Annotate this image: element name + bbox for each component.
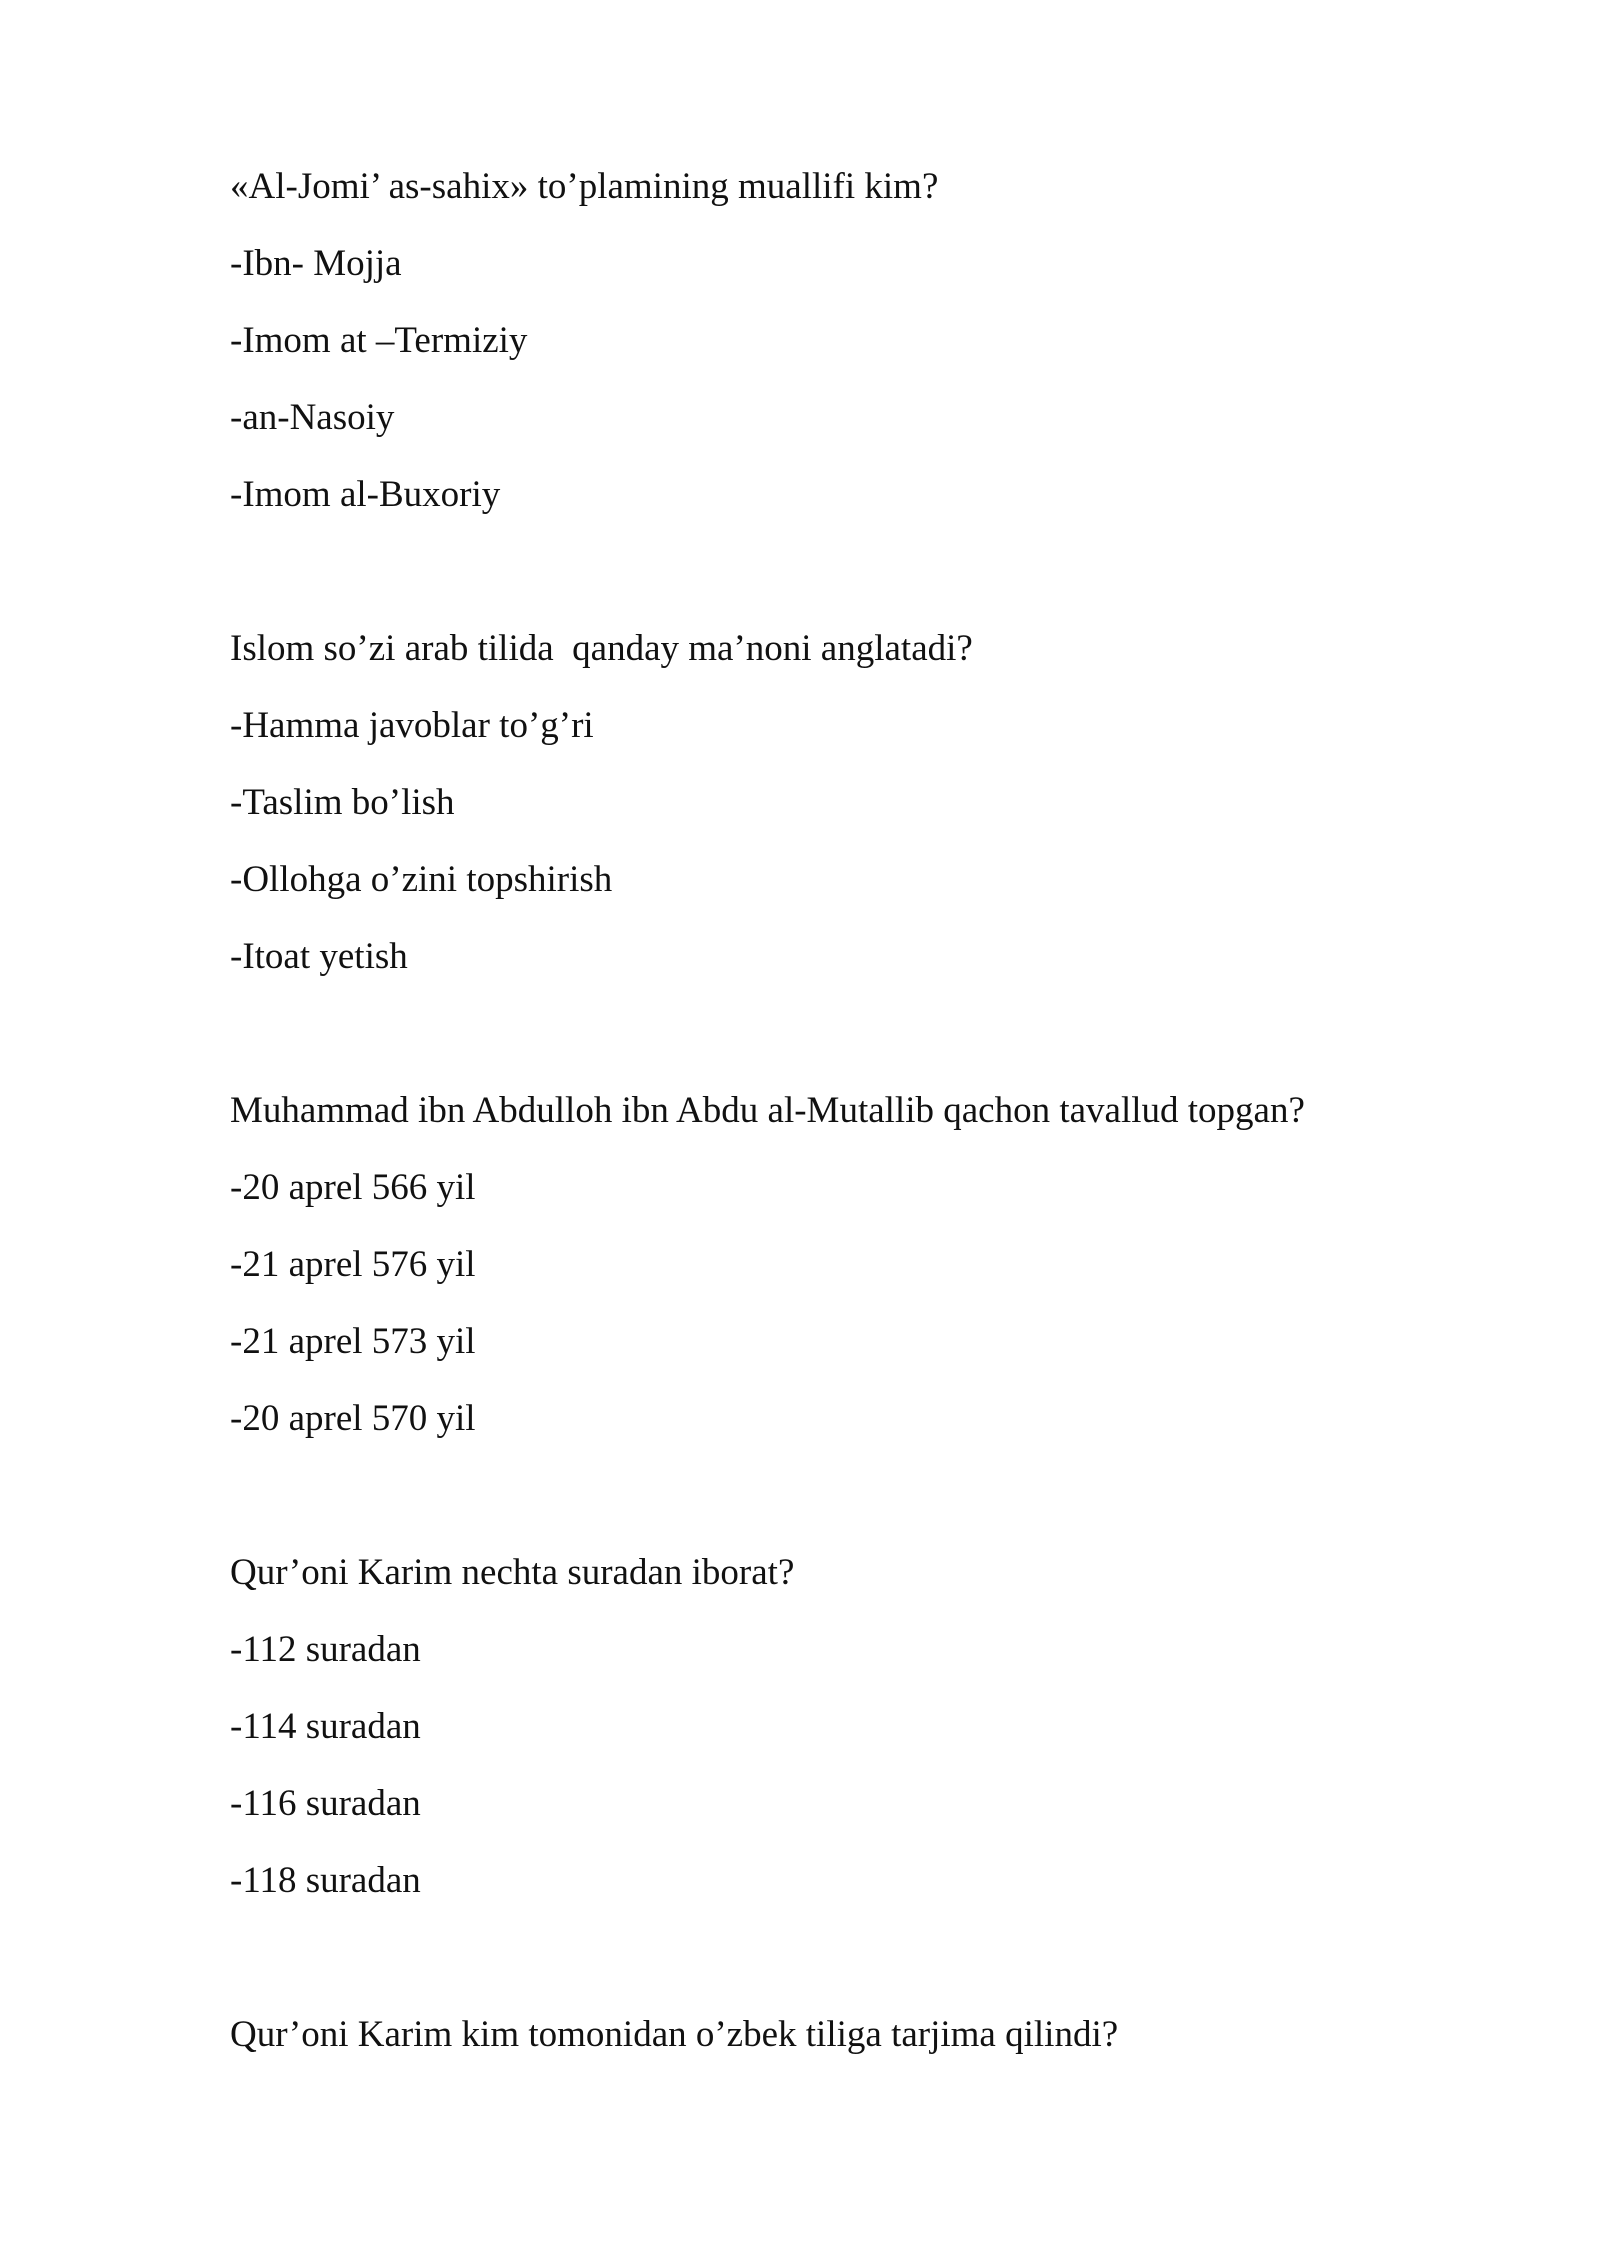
document-body	[230, 148, 1430, 2073]
question-block	[230, 1072, 1430, 1457]
question-block	[230, 1534, 1430, 1919]
answer-option: -Itoat yetish	[230, 936, 408, 977]
question-block	[230, 148, 1430, 533]
answer-option: -116 suradan	[230, 1783, 421, 1824]
answer-option: -Ollohga o’zini topshirish	[230, 859, 613, 900]
question-text: Islom so’zi arab tilida qanday ma’noni anglatadi?	[230, 628, 973, 669]
blank-line	[230, 1457, 1430, 1534]
answer-option: -Hamma javoblar to’g’ri	[230, 705, 594, 746]
question-text: Qur’oni Karim nechta suradan iborat?	[230, 1552, 795, 1593]
answer-option: -21 aprel 576 yil	[230, 1244, 476, 1285]
answer-option: -112 suradan	[230, 1629, 421, 1670]
blank-line	[230, 995, 1430, 1072]
answer-option: -Imom al-Buxoriy	[230, 474, 501, 515]
answer-option: -114 suradan	[230, 1706, 421, 1747]
answer-option: -20 aprel 570 yil	[230, 1398, 476, 1439]
blank-line	[230, 533, 1430, 610]
question-text: Qur’oni Karim kim tomonidan o’zbek tiliga tarjima qilindi?	[230, 2014, 1119, 2055]
question-block	[230, 1996, 1430, 2073]
answer-option: -Taslim bo’lish	[230, 782, 455, 823]
question-block	[230, 610, 1430, 995]
answer-option: -an-Nasoiy	[230, 397, 395, 438]
blank-line	[230, 1919, 1430, 1996]
answer-option: -20 aprel 566 yil	[230, 1167, 476, 1208]
answer-option: -118 suradan	[230, 1860, 421, 1901]
answer-option: -21 aprel 573 yil	[230, 1321, 476, 1362]
answer-option: -Ibn- Mojja	[230, 243, 402, 284]
question-text: Muhammad ibn Abdulloh ibn Abdu al-Mutallib qachon tavallud topgan?	[230, 1090, 1305, 1131]
answer-option: -Imom at –Termiziy	[230, 320, 528, 361]
question-text: «Al-Jomi’ as-sahix» to’plamining muallifi kim?	[230, 166, 939, 207]
